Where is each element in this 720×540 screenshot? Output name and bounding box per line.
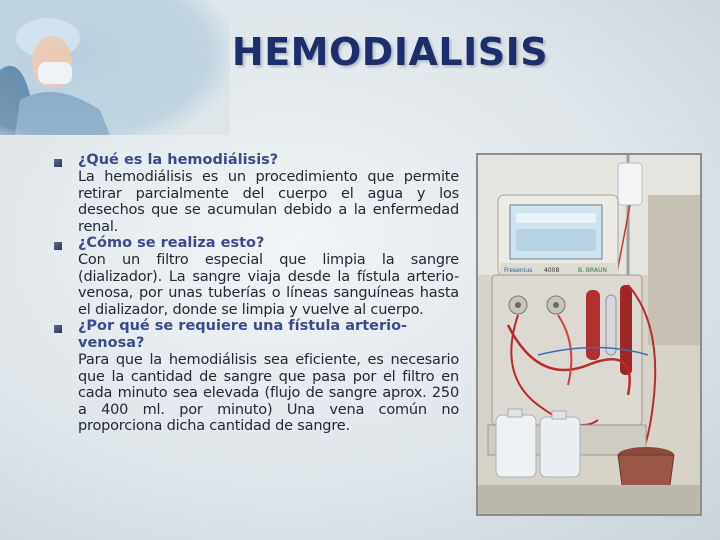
slide-title: HEMODIALISIS bbox=[231, 30, 549, 74]
answer-text: Con un filtro especial que limpia la sangre (dializador). La sangre viaja desde la fístula arterio-venosa, por unas tuberías o líneas sanguíneas hasta el dializador, donde se limpia y vuelve al cuerpo. bbox=[78, 252, 459, 318]
square-bullet-icon bbox=[54, 159, 62, 167]
question-heading: ¿Cómo se realiza esto? bbox=[78, 235, 265, 251]
square-bullet-icon bbox=[54, 325, 62, 333]
dialysis-machine-photo bbox=[476, 153, 702, 516]
list-item bbox=[54, 318, 459, 435]
content-list bbox=[54, 152, 459, 435]
question-heading: ¿Qué es la hemodiálisis? bbox=[78, 152, 279, 168]
list-item bbox=[54, 235, 459, 318]
answer-text: Para que la hemodiálisis sea eficiente, es necesario que la cantidad de sangre que pasa por el filtro en cada minuto sea elevada (flujo de sangre aprox. 250 a 400 ml. por minuto) Una vena común no proporciona dicha cantidad de sangre. bbox=[78, 352, 459, 434]
square-bullet-icon bbox=[54, 242, 62, 250]
model-label: 4008 bbox=[544, 267, 560, 274]
answer-text: La hemodiálisis es un procedimiento que permite retirar parcialmente del cuerpo el agua y los desechos que se acumulan debido a la enfermedad renal. bbox=[78, 169, 459, 235]
question-heading: ¿Por qué se requiere una fístula arterio-venosa? bbox=[78, 318, 408, 351]
brand-right-label: B. BRAUN bbox=[578, 267, 607, 274]
brand-left-label: Fresenius bbox=[504, 267, 533, 274]
list-item bbox=[54, 152, 459, 235]
